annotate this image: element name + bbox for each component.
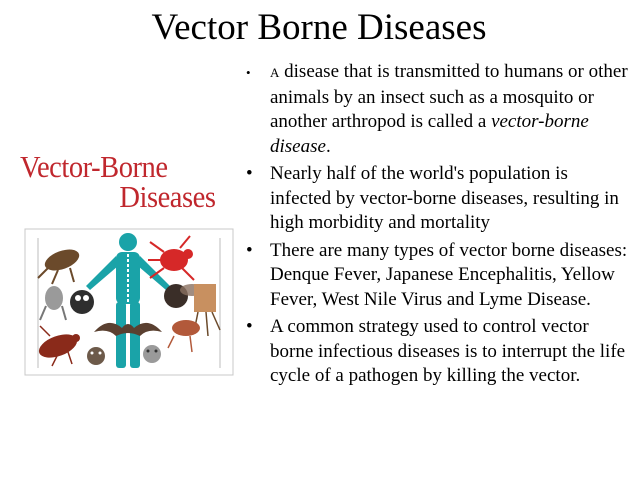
louse-icon xyxy=(36,326,80,366)
bullet-dot: • xyxy=(246,239,253,261)
bullet-item xyxy=(246,60,630,159)
vector-borne-illustration xyxy=(24,228,234,376)
bat-icon xyxy=(94,323,162,336)
bullet-text: disease that is transmitted to humans or other animals by an insect such as a mosquito or another arthropod is called a xyxy=(270,61,628,132)
bullet-list xyxy=(246,60,630,392)
tick-icon xyxy=(148,236,194,280)
flea-icon xyxy=(40,286,66,320)
illustration-title xyxy=(20,149,230,214)
beetle-icon xyxy=(70,290,94,314)
illustration-title-line1: Vector-Borne xyxy=(20,149,168,184)
bullet-text: Nearly half of the world's population is infected by vector-borne diseases, resulting in high morbidity and mortality xyxy=(270,163,619,233)
bullet-item xyxy=(246,315,630,389)
bullet-item xyxy=(246,239,630,313)
bullet-dot: • xyxy=(246,163,253,184)
slide-title: Vector Borne Diseases xyxy=(151,7,487,48)
mite-icon xyxy=(38,245,82,284)
bullet-emphasis: vector-borne disease xyxy=(270,111,589,157)
rodent-icon xyxy=(87,347,105,365)
bullet-item xyxy=(246,162,630,236)
bullet-suffix: . xyxy=(325,135,331,157)
bullet-text-prefix: A xyxy=(270,65,280,80)
illustration-title-line2: Diseases xyxy=(119,179,216,214)
bullet-text: A common strategy used to control vector borne infectious diseases is to interrupt the life cycle of a pathogen by killing the vector. xyxy=(270,316,626,386)
sandfly-icon xyxy=(168,320,200,352)
bullet-dot: • xyxy=(246,316,253,337)
rat-icon xyxy=(143,345,161,363)
bullet-dot: • xyxy=(246,65,251,80)
bullet-text: There are many types of vector borne diseases: Denque Fever, Japanese Encephalitis, Yellow Fever, West Nile Virus and Lyme Disease. xyxy=(270,239,628,310)
